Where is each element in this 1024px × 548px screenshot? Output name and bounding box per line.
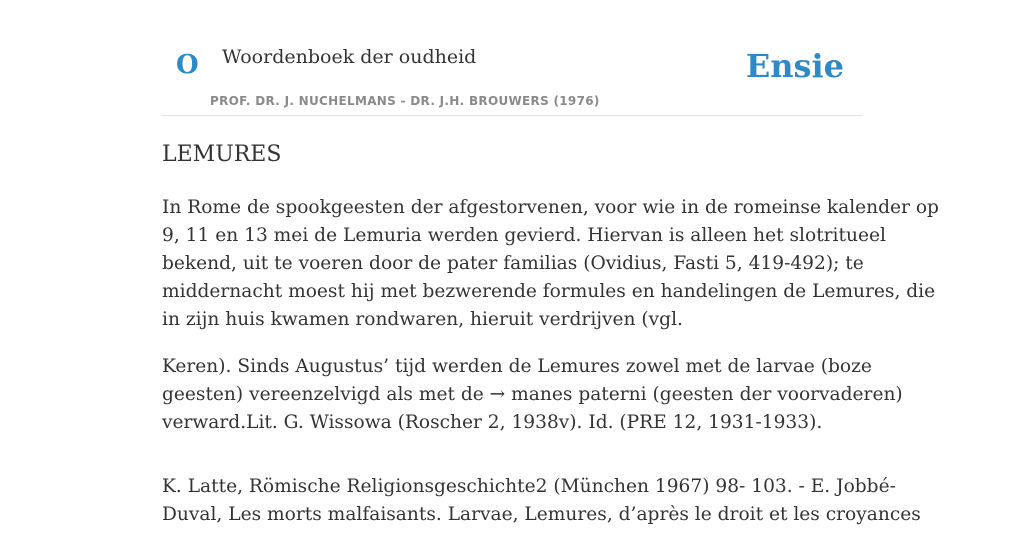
book-letter-logo[interactable]: O <box>176 50 199 80</box>
paragraph-line: 9, 11 en 13 mei de Lemuria werden gevierd. Hiervan is alleen het slotritueel <box>162 225 886 246</box>
entry-paragraph-3 <box>162 473 921 529</box>
paragraph-line: middernacht moest hij met bezwerende formules en handelingen de Lemures, die <box>162 281 936 302</box>
paragraph-line: bekend, uit te voeren door de pater familias (Ovidius, Fasti 5, 419-492); te <box>162 253 864 274</box>
ensie-logo[interactable]: Ensie <box>745 47 844 85</box>
book-title-link[interactable]: Woordenboek der oudheid <box>222 46 477 68</box>
paragraph-line: geesten) vereenzelvigd als met de → manes paterni (geesten der voorvaderen) <box>162 384 903 405</box>
entry-paragraph-1 <box>162 194 939 334</box>
paragraph-line: In Rome de spookgeesten der afgestorvenen, voor wie in de romeinse kalender op <box>162 197 939 218</box>
book-authors: PROF. DR. J. NUCHELMANS - DR. J.H. BROUWERS (1976) <box>210 94 600 108</box>
book-header <box>162 40 862 116</box>
paragraph-line: verward.Lit. G. Wissowa (Roscher 2, 1938v). Id. (PRE 12, 1931-1933). <box>162 412 823 433</box>
paragraph-line: K. Latte, Römische Religionsgeschichte2 (München 1967) 98- 103. - E. Jobbé- <box>162 476 896 497</box>
entry-paragraph-2 <box>162 353 903 437</box>
entry-title: LEMURES <box>162 142 282 167</box>
paragraph-line: in zijn huis kwamen rondwaren, hieruit verdrijven (vgl. <box>162 309 683 330</box>
paragraph-line: Keren). Sinds Augustus’ tijd werden de Lemures zowel met de larvae (boze <box>162 356 872 377</box>
paragraph-line: Duval, Les morts malfaisants. Larvae, Lemures, d’après le droit et les croyances <box>162 504 921 525</box>
entry-content <box>162 140 939 548</box>
